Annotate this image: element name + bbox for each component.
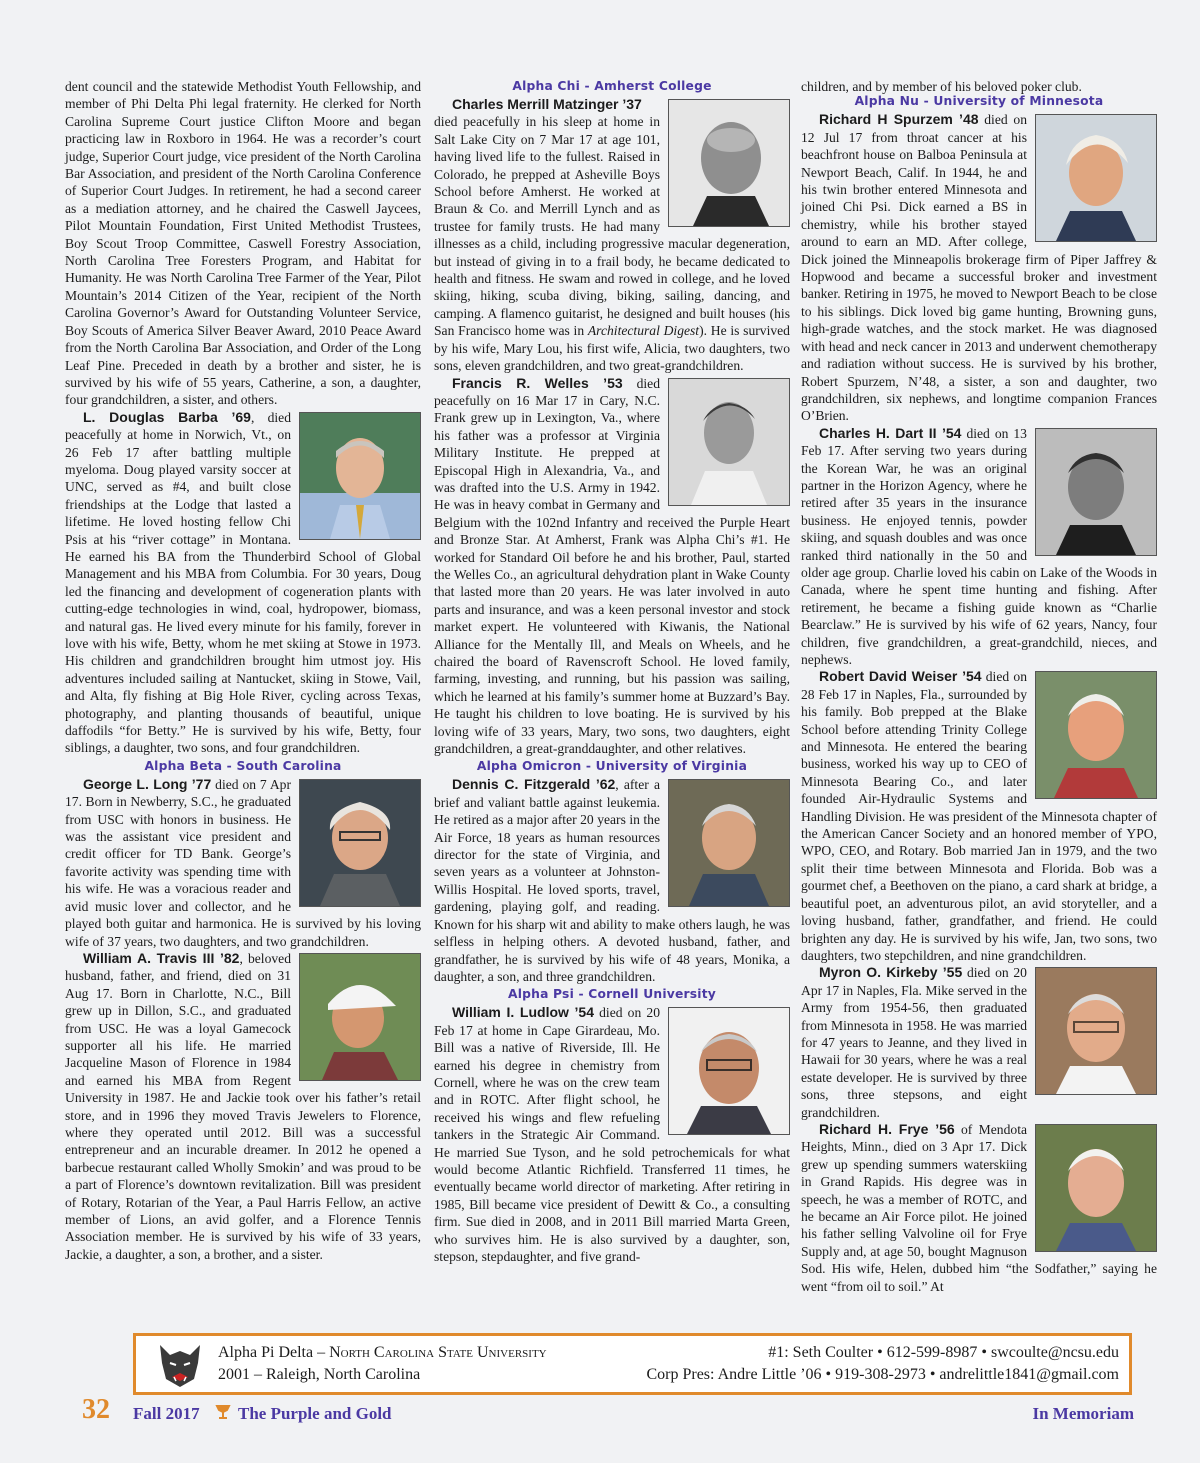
name-matzinger: Charles Merrill Matzinger ’37 bbox=[452, 96, 642, 112]
section-heading-alpha-beta: Alpha Beta - South Carolina bbox=[144, 758, 342, 773]
name-fitzgerald: Dennis C. Fitzgerald ’62 bbox=[452, 776, 616, 793]
obituary-spurzem: Richard H Spurzem ’48 died on 12 Jul 17 from throat cancer at his beachfront house on Balboa Peninsula at Newport Beach, Calif. In 1944, he and his twin brother entered Minnesota and joined Chi Psi. Dick earned a BS in chemistry, while his brother stayed around to earn an MD. After college, Dick joined the Minneapolis brokerage firm of Piper Jaffrey & Hopwood and became a successful broker and investment banker. Retiring in 1975, he moved to Newport Beach to be close to his siblings. Dick loved big game hunting, Browning guns, high-grade watches, and the stock market. He was diagnosed with head and neck cancer in 2013 and underwent chemotherapy and radiation without success. He is survived by his brother, Robert Spurzem, N’48, a sister, a son and daughter, two grandchildren, six nephews, and longtime companion Frances O’Brien. bbox=[801, 111, 1157, 424]
contact-corp-president: Corp Pres: Andre Little ’06 • 919-308-2973 • andrelittle1841@gmail.com bbox=[646, 1366, 1119, 1383]
obituary-travis: William A. Travis III ’82, beloved husband, father, and friend, died on 31 Aug 17. Born in Charlotte, N.C., Bill grew up in Dillon, S.C., and graduated from USC. He was a loyal Gamecock supporter all his life. He married Jacqueline Mason of Florence in 1984 and earned his MBA from Regent University in 1987. He and Jackie took over his father’s retail store, and in 1996 they moved Travis Jewelers to Florence, where they operated until 2012. Bill was a successful entrepreneur and an incurable dreamer. In 2012 he opened a barbecue restaurant called Wholly Smokin’ and was proud to be a part of Florence’s downtown revitalization. Bill was president of Rotary, Rotarian of the Year, a Paul Harris Fellow, an active member of Lions, an avid golfer, and a Florence Tennis Association member. He is survived by his wife of 33 years, Jackie, a daughter, a son, a brother, and a sister. bbox=[65, 949, 421, 1262]
section-heading-alpha-chi: Alpha Chi - Amherst College bbox=[512, 79, 712, 93]
fraternity-crest-icon bbox=[215, 1404, 231, 1425]
portrait-matzinger bbox=[668, 99, 790, 227]
column-2 bbox=[434, 78, 790, 1265]
obituary-dart: Charles H. Dart II ’54 died on 13 Feb 17. After serving two years during the Korean War, he was an original partner in the Horizon Agency, where he retired after 35 years in the insurance business. He enjoyed tennis, powder skiing, and squash doubles and was once ranked third nationally in the 50 and older age group. Charlie loved his cabin on Lake of the Woods in Canada, where he spent time hunting and fishing. After retirement, he became a fishing guide known as “Charlie Bearclaw.” He is survived by his wife of 62 years, Nancy, four children, five grandchildren, a great-grandchild, nieces, and nephews. bbox=[801, 424, 1157, 667]
portrait-weiser bbox=[1035, 671, 1157, 799]
portrait-travis bbox=[299, 953, 421, 1081]
name-long: George L. Long ’77 bbox=[83, 775, 212, 792]
contact-number-one: #1: Seth Coulter • 612-599-8987 • swcoulte@ncsu.edu bbox=[768, 1344, 1119, 1361]
chapter-founded: 2001 – Raleigh, North Carolina bbox=[218, 1366, 421, 1383]
section-heading-alpha-psi: Alpha Psi - Cornell University bbox=[507, 987, 716, 1002]
obituary-matzinger: Charles Merrill Matzinger ’37 died peacefully in his sleep at home in Salt Lake City on 7 Mar 17 at age 101, having lived life to the fullest. Raised in Colorado, he prepped at Asheville Boys School before Amherst. He worked at Braun & Co. and Merrill Lynch and as trustee for family trusts. He had many illnesses as a child, including progressive macular degeneration, but instead of giving in to a frail body, he became dedicated to health and fitness. He swam and rowed in college, and he loved skiing, hiking, scuba diving, biking, sailing, dancing, and camping. A flamenco guitarist, he designed and built houses (his San Francisco home was in Architectural Digest). He is survived by his wife, Mary Lou, his first wife, Alicia, two daughters, two sons, eleven grandchildren, and two great-grandchildren. bbox=[434, 96, 790, 374]
portrait-long bbox=[299, 779, 421, 907]
obituary-welles: Francis R. Welles ’53 died peacefully on 16 Mar 17 in Cary, N.C. Frank grew up in Lexington, Va., where his father was a professor at Virginia Military Institute. He prepped at Episcopal High in Alexandria, Va., and was drafted into the U.S. Army in 1942. He was in heavy combat in Germany and Belgium with the 102nd Infantry and received the Purple Heart and Bronze Star. At Amherst, Frank was Alpha Chi’s #1. He worked for Standard Oil before he and his brother, Paul, started the Welles Co., an agricultural dehydration plant in Wake County that lasted more than 20 years. He was later involved in auto parts and insurance, and was a keen personal investor and stock market expert. He volunteered with Kiwanis, the National Alliance for the Mentally Ill, and Meals on Wheels, and he chaired the board of Ravenscroft School. He loved family, farming, investing, and running, but his passion was sailing, which he learned at his family’s summer home at Buzzard’s Bay. He taught his children to love boating. He is survived by his loving wife of 33 years, Mary, two sons, two daughters, eight grandchildren, a great-granddaughter, and other relatives. bbox=[434, 374, 790, 757]
portrait-ludlow bbox=[668, 1007, 790, 1135]
column-3 bbox=[801, 78, 1157, 1295]
portrait-fitzgerald bbox=[668, 779, 790, 907]
column-1 bbox=[65, 78, 421, 1263]
chapter-name: Alpha Pi Delta – North Carolina State University bbox=[218, 1344, 547, 1361]
name-barba: L. Douglas Barba ’69 bbox=[83, 408, 251, 425]
name-kirkeby: Myron O. Kirkeby ’55 bbox=[819, 964, 963, 981]
portrait-welles bbox=[668, 378, 790, 506]
name-dart: Charles H. Dart II ’54 bbox=[819, 424, 962, 441]
name-travis: William A. Travis III ’82 bbox=[83, 949, 240, 966]
obituary-kirkeby: Myron O. Kirkeby ’55 died on 20 Apr 17 in Naples, Fla. Mike served in the Army from 1954-56, then graduated from Minnesota in 1958. He was married for 47 years to Jeanne, and they lived in Hawaii for 30 years, where he was a real estate developer. He is survived by three sons, three stepsons, and eight grandchildren. bbox=[801, 964, 1157, 1121]
portrait-spurzem bbox=[1035, 114, 1157, 242]
obituary-ludlow: William I. Ludlow ’54 died on 20 Feb 17 at home in Cape Girardeau, Mo. Bill was a native of Riverside, Ill. He earned his degree in chemistry from Cornell, where he was on the crew team and in ROTC. After flight school, he received his wings and flew refueling tankers in the Strategic Air Command. He married Sue Tyson, and he sold petrochemicals for what would become Atlantic Richfield. Transferred 11 times, he eventually became world director of marketing. After retiring in 1985, Bill became vice president of Dewitt & Co., a consulting firm. Sue died in 2008, and in 2011 Bill married Marta Green, who survives him. He is also survived by a daughter, son, stepson, stepdaughter, and five grand- bbox=[434, 1004, 790, 1264]
portrait-kirkeby bbox=[1035, 967, 1157, 1095]
name-frye: Richard H. Frye ’56 bbox=[819, 1120, 955, 1137]
name-spurzem: Richard H Spurzem ’48 bbox=[819, 111, 979, 128]
portrait-barba bbox=[299, 412, 421, 540]
obituary-long: George L. Long ’77 died on 7 Apr 17. Born in Newberry, S.C., he graduated from USC with honors in business. He was the assistant vice president and credit officer for TD Bank. George’s favorite activity was spending time with his wife. He was a voracious reader and avid music lover and collector, and he played both guitar and harmonica. He is survived by his loving wife of 37 years, two daughters, and two grandchildren. bbox=[65, 775, 421, 949]
obituary-continuation: children, and by member of his beloved poker club. bbox=[801, 79, 1082, 94]
obituary-fitzgerald: Dennis C. Fitzgerald ’62, after a brief and valiant battle against leukemia. He retired as a major after 20 years in the Air Force, 18 years as human resources director for the state of Virginia, and seven years as a volunteer at Johnston-Willis Hospital. He loved sports, travel, gardening, playing golf, and reading. Known for his sharp wit and ability to make others laugh, he was selfless in helping others. A devoted husband, father, and grandfather, he is survived by his wife of 48 years, Monika, a daughter, a son, and three grandchildren. bbox=[434, 776, 790, 984]
portrait-frye bbox=[1035, 1124, 1157, 1252]
obituary-weiser: Robert David Weiser ’54 died on 28 Feb 17 in Naples, Fla., surrounded by his family. Bob prepped at the Blake School before attending Trinity College and Minnesota. He entered the bearing business, worked his way up to CEO of Minnesota Bearing Co., and later founded Air-Hydraulic Systems and Handling Division. He was president of the Minnesota chapter of the American Cancer Society and an honored member of YPO, WPO, CEO, and Rotary. Bob married Jan in 1979, and the two split their time between Minnesota and Florida. Bob was a gourmet chef, a Beethoven on the piano, a card shark at bridge, a beautiful poet, an adventurous pilot, an avid storyteller, and a loving husband, father, grandfather, and friend. He could brighten any day. He is survived by his wife, Jan, two sons, two daughters, two stepchildren, and nine grandchildren. bbox=[801, 668, 1157, 963]
section-heading-alpha-nu: Alpha Nu - University of Minnesota bbox=[854, 94, 1104, 109]
obituary-frye: Richard H. Frye ’56 of Mendota Heights, Minn., died on 3 Apr 17. Dick grew up spending summers waterskiing in Grand Rapids. His degree was in speech, he was a member of ROTC, and he became an Air Force pilot. He joined his father selling Valvoline oil for Frye Supply and, at age 50, bought Magnuson Sod. His wife, Helen, dubbed him “the Sodfather,” saying he went “from oil to soil.” At bbox=[801, 1120, 1157, 1294]
page-number: 32 bbox=[82, 1394, 110, 1425]
obituary-continuation: dent council and the statewide Methodist Youth Fellowship, and member of Phi Delta Phi legal fraternity. He clerked for North Carolina Supreme Court justice Clifton Moore and began practicing law in Roxboro in 1964. He was a recorder’s court judge, Superior Court judge, vice president of the North Carolina Bar Association, and president of the North Carolina Conference of Superior Court Judges. In retirement, he had a second career as a mediation attorney, and he chaired the Caswell Jaycees, Pilot Mountain Foundation, First United Methodist Trustees, Boy Scout Troop Committee, Caswell Forestry Association, North Carolina Tree Foresters Program, and Habitat for Humanity. He was North Carolina Tree Farmer of the Year, Pilot Mountain’s 2014 Citizen of the Year, recipient of the North Carolina Governor’s Award for Outstanding Volunteer Service, Boy Scouts of America Silver Beaver Award, 2010 Peace Award from the North Carolina Bar Association, and Order of the Long Leaf Pine. Preceded in death by a brother and sister, he is survived by his wife of 55 years, Catherine, a son, a daughter, four grandchildren, a sister, and others. bbox=[65, 79, 421, 408]
section-heading-alpha-omicron: Alpha Omicron - University of Virginia bbox=[476, 759, 748, 774]
chapter-contact-box bbox=[133, 1333, 1132, 1395]
name-weiser: Robert David Weiser ’54 bbox=[819, 668, 982, 685]
name-welles: Francis R. Welles ’53 bbox=[452, 374, 623, 391]
name-ludlow: William I. Ludlow ’54 bbox=[452, 1004, 594, 1021]
obituary-barba: L. Douglas Barba ’69, died peacefully at home in Norwich, Vt., on 26 Feb 17 after battling multiple myeloma. Doug played varsity soccer at UNC, served as #4, and built close friendships at the Lodge that lasted a lifetime. He loved hosting fellow Chi Psis at his “river cottage” in Montana. He earned his BA from the Thunderbird School of Global Management and his MBA from Columbia. For 30 years, Doug led the financing and development of cogeneration plants with cutting-edge technologies in wind, coal, hydropower, biomass, and natural gas. He lived every minute for his family, forever in love with his wife, Betty, whom he met skiing at Stowe in 1973. His children and grandchildren brought him utmost joy. His adventures included sailing at Nantucket, skiing in Stowe, Vail, and Alta, fly fishing at Big Hole River, cycling across Texas, photography, and planting thousands of beautiful, unique daffodils “for Betty.” He is survived by his wife, Betty, four siblings, a daughter, two sons, and four grandchildren. bbox=[65, 408, 421, 756]
magazine-title: The Purple and Gold bbox=[238, 1404, 392, 1423]
portrait-dart bbox=[1035, 428, 1157, 556]
issue-label: Fall 2017 bbox=[133, 1404, 200, 1423]
wolf-mascot-icon bbox=[154, 1341, 206, 1389]
section-title: In Memoriam bbox=[1032, 1404, 1134, 1423]
